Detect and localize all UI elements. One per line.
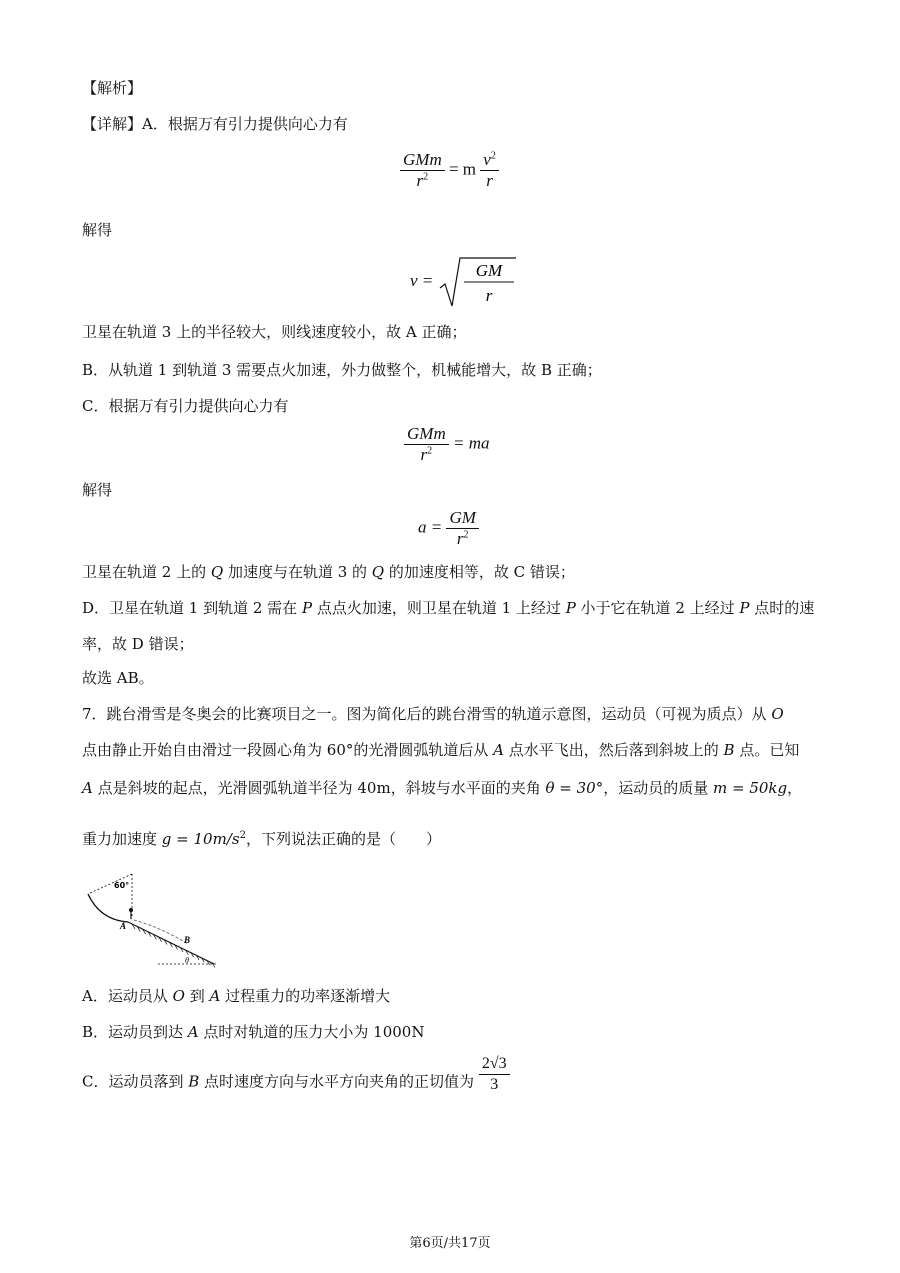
equation-velocity: v = GM r	[410, 256, 518, 308]
b-line: B．从轨道 1 到轨道 3 需要点火加速，外力做整个，机械能增大，故 B 正确；	[82, 361, 602, 379]
svg-text:r: r	[485, 286, 492, 305]
equation-gravity-centripetal: $\frac{\text{GMm}}{r^2}$ = m $\frac{v^2}{r}$	[400, 150, 499, 191]
a-conclusion: 卫星在轨道 3 上的半径较大，则线速度较小，故 A 正确；	[82, 323, 467, 341]
equation-acceleration: $\frac{\text{GMm}}{r^2}$ = ma	[404, 424, 489, 465]
q7-line-3: A 点是斜坡的起点，光滑圆弧轨道半径为 40m，斜坡与水平面的夹角 θ = 30°，运动员的质量 m = 50kg，	[82, 779, 803, 797]
solve-text-2: 解得	[82, 481, 113, 499]
detail-tag: 【详解】	[82, 115, 143, 133]
sqrt-symbol	[438, 256, 518, 308]
svg-text:A: A	[120, 921, 127, 931]
answer-line: 故选 AB。	[82, 669, 154, 687]
c-line: C．根据万有引力提供向心力有	[82, 397, 289, 415]
svg-text:B: B	[184, 935, 191, 945]
option-c: C．运动员落到 B 点时速度方向与水平方向夹角的正切值为 $\frac{2√3}{3}$	[82, 1070, 510, 1095]
c-conclusion: 卫星在轨道 2 上的 Q 加速度与在轨道 3 的 Q 的加速度相等，故 C 错误；	[82, 563, 575, 581]
option-a: A．运动员从 O 到 A 过程重力的功率逐渐增大	[82, 987, 391, 1005]
equation-a-result: a = $\frac{GM}{r^2}$	[418, 508, 479, 549]
option-b: B．运动员到达 A 点时对轨道的压力大小为 1000N	[82, 1023, 425, 1041]
q7-line-4: 重力加速度 $g = 10m/s^2$，下列说法正确的是（ ）	[82, 830, 441, 848]
svg-text:θ: θ	[185, 956, 189, 965]
q7-line-2: 点由静止开始自由滑过一段圆心角为 60°的光滑圆弧轨道后从 A 点水平飞出，然后落到斜坡上的 B 点。已知	[82, 741, 800, 759]
page-footer: 第6页/共17页	[409, 1236, 491, 1251]
detail-line-a	[82, 114, 348, 134]
d-line-1: D．卫星在轨道 1 到轨道 2 需在 P 点点火加速，则卫星在轨道 1 上经过 P 小于它在轨道 2 上经过 P 点时的速	[82, 599, 815, 617]
section-label: 【解析】	[82, 79, 143, 97]
a-line: A．根据万有引力提供向心力有	[142, 115, 348, 133]
svg-text:60°: 60°	[114, 881, 130, 890]
ski-jump-figure	[82, 868, 222, 970]
svg-text:GM: GM	[475, 261, 502, 280]
solve-text-1: 解得	[82, 221, 113, 239]
q7-line-1: 7．跳台滑雪是冬奥会的比赛项目之一。图为简化后的跳台滑雪的轨道示意图，运动员（可视为质点）从 O	[82, 705, 784, 723]
d-line-2: 率，故 D 错误；	[82, 635, 194, 653]
